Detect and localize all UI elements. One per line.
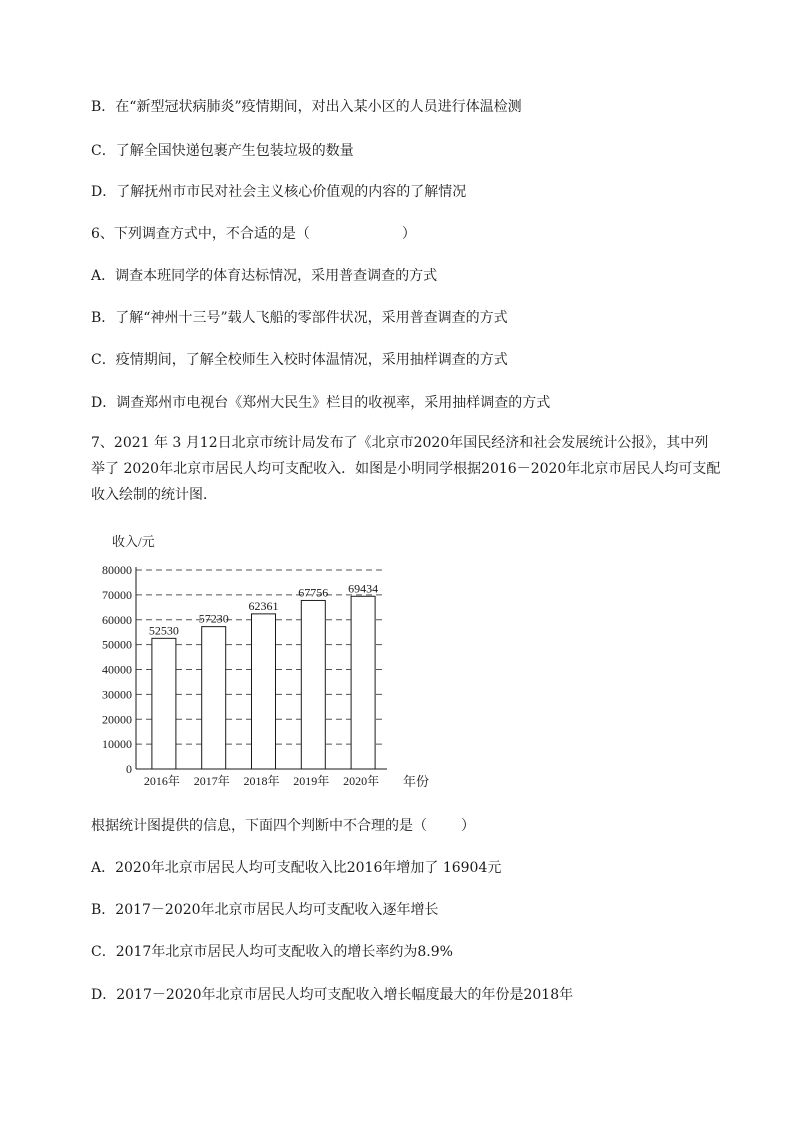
bar [351,596,375,769]
x-tick-label: 2019年 [293,774,330,788]
question-6-stem [91,224,416,244]
question-6-text: 6、下列调查方式中，不合适的是（ [91,226,310,242]
option-c-prev: C．了解全国快递包裹产生包装垃圾的数量 [91,143,354,159]
question-7-option-d: D．2017－2020年北京市居民人均可支配收入增长幅度最大的年份是2018年 [91,987,574,1003]
question-7-question: 根据统计图提供的信息，下面四个判断中不合理的是（ [91,818,427,834]
question-7-line-2: 举了 2020年北京市居民人均可支配收入．如图是小明同学根据2016－2020年北京市居民人均可支配 [91,461,721,477]
bar-value-label: 57230 [198,611,229,626]
y-tick-label: 50000 [102,637,132,652]
income-bar-chart [0,520,794,800]
bar-value-label: 52530 [148,623,179,638]
question-7-line-1: 7、2021 年 3 月12日北京市统计局发布了《北京市2020年国民经济和社会发展统计公报》，其中列 [91,435,709,451]
question-7-option-c: C．2017年北京市居民人均可支配收入的增长率约为8.9% [91,944,453,960]
question-7-close: ） [461,818,475,834]
question-6-option-c: C．疫情期间，了解全校师生入校时体温情况，采用抽样调查的方式 [91,352,508,368]
y-tick-label: 0 [126,762,132,776]
y-tick-label: 10000 [102,737,132,752]
y-tick-label: 70000 [102,587,132,602]
question-7-prompt [91,816,475,836]
question-6-option-a: A．调查本班同学的体育达标情况，采用普查调查的方式 [91,268,438,284]
y-axis-title: 收入/元 [112,534,155,549]
bar [202,627,226,769]
bar [152,638,176,769]
bar-value-label: 69434 [348,581,379,596]
y-tick-label: 30000 [102,687,132,702]
x-tick-label: 2020年 [343,774,380,788]
x-tick-label: 2018年 [243,774,280,788]
y-tick-label: 80000 [102,563,132,577]
bar-value-label: 62361 [248,598,279,613]
bar-value-label: 67756 [298,585,329,600]
question-6-option-b: B．了解“神州十三号”载人飞船的零部件状况，采用普查调查的方式 [91,310,508,326]
x-tick-label: 2017年 [193,774,230,788]
question-6-option-d: D．调查郑州市电视台《郑州大民生》栏目的收视率，采用抽样调查的方式 [91,395,551,411]
bar [252,614,276,769]
x-axis-title: 年份 [403,774,430,789]
question-7-option-b: B．2017－2020年北京市居民人均可支配收入逐年增长 [91,902,439,918]
option-b-prev: B．在“新型冠状病肺炎”疫情期间，对出入某小区的人员进行体温检测 [91,99,522,115]
bar [301,600,325,769]
question-7-option-a: A．2020年北京市居民人均可支配收入比2016年增加了 16904元 [91,860,502,876]
chart-bars [152,596,375,769]
question-6-close: ） [401,226,416,242]
y-tick-label: 40000 [102,662,132,677]
option-d-prev: D．了解抚州市市民对社会主义核心价值观的内容的了解情况 [91,184,467,200]
x-tick-label: 2016年 [143,774,180,788]
y-tick-label: 60000 [102,612,132,627]
y-tick-label: 20000 [102,712,132,727]
question-7-line-3: 收入绘制的统计图． [91,487,217,503]
